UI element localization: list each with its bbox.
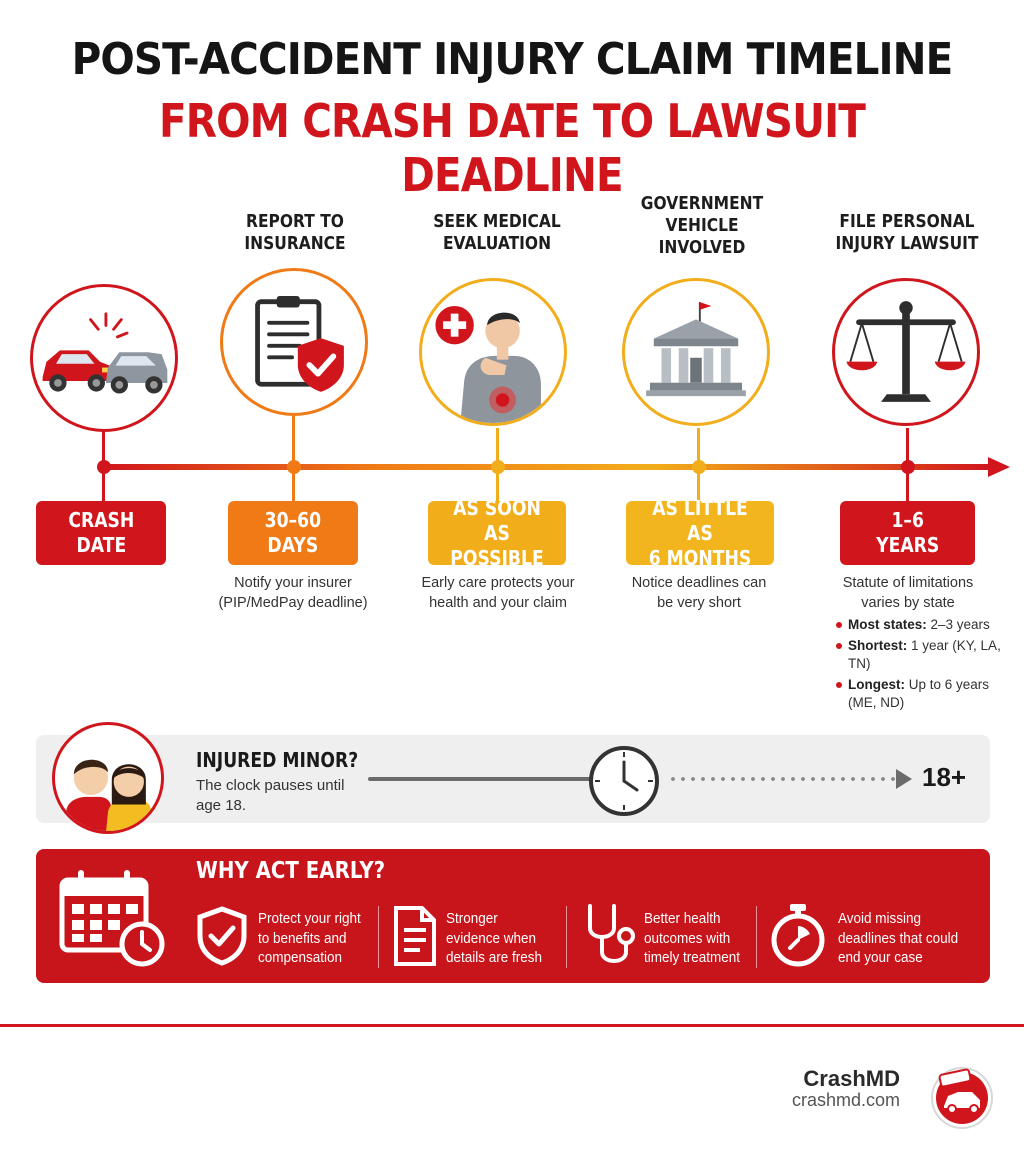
step-title-insurance: REPORT TO INSURANCE	[244, 211, 346, 254]
insurance-form-icon	[220, 268, 368, 416]
brand-name: CrashMD	[803, 1066, 900, 1091]
badge-crash-date: CRASH DATE	[36, 501, 166, 565]
badge-government-deadline: AS LITTLE AS 6 MONTHS	[626, 501, 774, 565]
limitations-item-longest: Longest: Up to 6 years (ME, ND)	[834, 676, 1014, 712]
timeline-dot-crash	[97, 460, 111, 474]
crashmd-logo-icon	[928, 1062, 996, 1130]
clock-icon	[587, 744, 661, 818]
car-crash-icon	[30, 284, 178, 432]
why-act-early-title: WHY ACT EARLY?	[196, 858, 386, 884]
desc-medical: Early care protects your health and your claim	[421, 575, 575, 611]
desc-insurance: Notify your insurer (PIP/MedPay deadline)	[218, 575, 368, 611]
shield-check-icon	[196, 906, 248, 966]
early-item-benefits: Protect your right to benefits and compensation	[258, 910, 361, 966]
timeline-arrowhead	[988, 457, 1010, 477]
early-divider-3	[756, 906, 757, 968]
minor-arrowhead	[896, 769, 912, 789]
step-title-lawsuit: FILE PERSONAL INJURY LAWSUIT	[835, 211, 979, 254]
brand-url[interactable]: crashmd.com	[791, 1090, 900, 1110]
desc-lawsuit: Statute of limitations varies by state	[842, 575, 974, 611]
timeline-axis	[0, 455, 1024, 479]
limitations-item-most: Most states: 2–3 years	[834, 616, 1014, 634]
early-divider-2	[566, 906, 567, 968]
early-item-deadlines: Avoid missing deadlines that could end your case	[838, 910, 959, 966]
limitations-item-shortest: Shortest: 1 year (KY, LA, TN)	[834, 637, 1014, 673]
children-icon	[52, 722, 164, 834]
minor-text: The clock pauses until age 18.	[196, 777, 345, 814]
early-divider-1	[378, 906, 379, 968]
timeline-dot-government	[692, 460, 706, 474]
step-title-medical: SEEK MEDICAL EVALUATION	[433, 211, 561, 254]
minor-title: INJURED MINOR?	[196, 748, 359, 772]
desc-government: Notice deadlines can be very short	[631, 575, 767, 611]
government-building-icon	[622, 278, 770, 426]
stem-insurance	[292, 416, 295, 466]
minor-dotted-path	[668, 777, 904, 781]
early-item-evidence: Stronger evidence when details are fresh	[446, 910, 543, 966]
limitations-list	[834, 616, 1014, 715]
stopwatch-icon	[770, 902, 826, 968]
stem-crash-lower	[102, 470, 105, 502]
scales-of-justice-icon	[832, 278, 980, 426]
medical-icon	[419, 278, 567, 426]
footer-divider	[0, 1024, 1024, 1027]
timeline-dot-insurance	[287, 460, 301, 474]
title-line-1: POST-ACCIDENT INJURY CLAIM TIMELINE	[71, 34, 953, 85]
early-item-health: Better health outcomes with timely treatment	[644, 910, 741, 966]
timeline-dot-lawsuit	[901, 460, 915, 474]
minor-age-label: 18+	[922, 762, 967, 792]
badge-lawsuit-deadline: 1–6 YEARS	[840, 501, 975, 565]
stethoscope-icon	[582, 902, 638, 970]
calendar-clock-icon	[58, 866, 170, 970]
stem-insurance-lower	[292, 470, 295, 502]
minor-timeline-bar	[368, 777, 594, 781]
document-icon	[392, 904, 438, 968]
step-title-government: GOVERNMENT VEHICLE INVOLVED	[640, 193, 764, 258]
title-line-2: FROM CRASH DATE TO LAWSUIT DEADLINE	[159, 94, 865, 202]
timeline-dot-medical	[491, 460, 505, 474]
stem-lawsuit-lower	[906, 470, 909, 502]
badge-insurance-deadline: 30–60 DAYS	[228, 501, 358, 565]
badge-medical-deadline: AS SOON AS POSSIBLE	[428, 501, 566, 565]
